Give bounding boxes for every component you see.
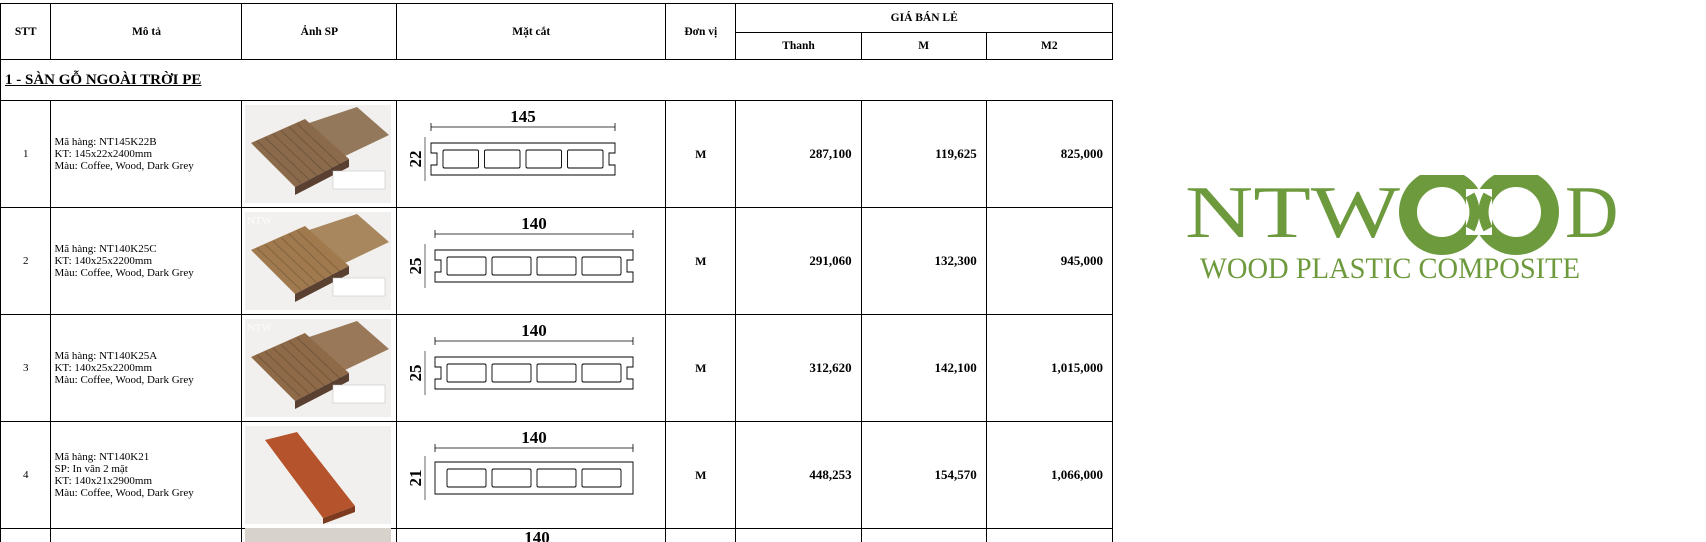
description-line: Mã hàng: NT140K21 — [54, 451, 150, 463]
price-table — [0, 3, 1113, 542]
hollow-chamber — [443, 150, 479, 168]
row-cross-section — [397, 315, 666, 422]
hollow-chamber — [526, 150, 562, 168]
product-photo — [245, 212, 391, 310]
description-line: Mã hàng: NT140K25A — [54, 350, 158, 362]
cross-section-drawing — [397, 101, 642, 207]
description-line: KT: 145x22x2400mm — [54, 148, 153, 160]
photo-watermark: NTW — [247, 322, 273, 334]
width-label: 140 — [521, 321, 547, 340]
product-photo — [245, 319, 391, 417]
row-stt: 1 — [1, 101, 51, 208]
row-photo — [242, 422, 397, 529]
row-cross-section — [397, 208, 666, 315]
row-photo — [242, 101, 397, 208]
row-photo — [242, 315, 397, 422]
hollow-chamber — [537, 469, 576, 487]
hollow-chamber — [537, 257, 576, 275]
price-bar: 291,060 — [736, 208, 861, 315]
description-line: Mã hàng: NT140K25C — [54, 243, 157, 255]
hollow-chamber — [447, 364, 486, 382]
logo-tagline: WOOD PLASTIC COMPOSITE — [1200, 252, 1580, 285]
row-cross-section — [397, 422, 666, 529]
cross-section-drawing — [397, 422, 642, 528]
description-line: KT: 140x25x2200mm — [54, 362, 153, 374]
row-description — [51, 315, 242, 422]
price-sqm: 825,000 — [986, 101, 1112, 208]
price-meter: 119,625 — [861, 101, 986, 208]
hollow-chamber — [485, 150, 521, 168]
table-row — [1, 422, 1113, 529]
row-stt: 2 — [1, 208, 51, 315]
partial-cell — [736, 529, 861, 542]
product-photo — [245, 105, 391, 203]
row-description — [51, 208, 242, 315]
table-row — [1, 315, 1113, 422]
price-bar: 312,620 — [736, 315, 861, 422]
hollow-chamber — [447, 257, 486, 275]
profile-outline — [435, 357, 633, 389]
description-line: Màu: Coffee, Wood, Dark Grey — [54, 487, 194, 499]
hollow-chamber — [582, 257, 621, 275]
price-bar: 287,100 — [736, 101, 861, 208]
height-label: 22 — [406, 150, 426, 168]
header-product-photo: Ảnh SP — [242, 4, 397, 60]
hollow-chamber — [492, 257, 531, 275]
width-label: 145 — [510, 107, 536, 126]
hollow-chamber — [492, 469, 531, 487]
ntwood-logo — [1180, 175, 1700, 325]
header-retail-price: GIÁ BÁN LẺ — [736, 4, 1113, 33]
partial-cell — [861, 529, 986, 542]
header-price-sqm: M2 — [986, 33, 1112, 60]
cross-section-drawing — [397, 529, 642, 542]
row-unit: M — [666, 422, 736, 529]
section-title: 1 - SÀN GỖ NGOÀI TRỜI PE — [1, 60, 1113, 101]
partial-cell — [666, 529, 736, 542]
header-cross-section: Mặt cắt — [397, 4, 666, 60]
header-price-bar: Thanh — [736, 33, 861, 60]
logo-brand-left: NTW — [1185, 175, 1401, 254]
table-row — [1, 101, 1113, 208]
width-label: 140 — [524, 529, 550, 542]
profile-outline — [435, 250, 633, 282]
logo-double-o-icon — [1408, 178, 1550, 246]
price-bar: 448,253 — [736, 422, 861, 529]
product-photo — [245, 426, 391, 524]
hollow-chamber — [582, 469, 621, 487]
row-cross-section — [397, 101, 666, 208]
header-price-meter: M — [861, 33, 986, 60]
photo-watermark: NTW — [247, 215, 273, 227]
row-unit: M — [666, 315, 736, 422]
header-description: Mô tả — [51, 4, 242, 60]
partial-cell — [986, 529, 1112, 542]
hollow-chamber — [537, 364, 576, 382]
logo-brand-right: D — [1565, 175, 1619, 254]
width-label: 140 — [521, 428, 547, 447]
table-row — [1, 208, 1113, 315]
cross-section-drawing — [397, 208, 642, 314]
description-line: Màu: Coffee, Wood, Dark Grey — [54, 374, 194, 386]
description-line: Màu: Coffee, Wood, Dark Grey — [54, 267, 194, 279]
profile-outline — [435, 462, 633, 494]
profile-outline — [431, 143, 615, 175]
partial-cell — [1, 529, 51, 542]
height-label: 21 — [406, 469, 426, 487]
width-label: 140 — [521, 214, 547, 233]
row-unit: M — [666, 208, 736, 315]
row-description — [51, 101, 242, 208]
height-label: 25 — [406, 257, 426, 275]
price-sqm: 945,000 — [986, 208, 1112, 315]
price-meter: 154,570 — [861, 422, 986, 529]
description-line: KT: 140x25x2200mm — [54, 255, 153, 267]
price-sqm: 1,066,000 — [986, 422, 1112, 529]
row-photo — [242, 208, 397, 315]
description-line: Màu: Coffee, Wood, Dark Grey — [54, 160, 194, 172]
price-sqm: 1,015,000 — [986, 315, 1112, 422]
price-meter: 132,300 — [861, 208, 986, 315]
price-meter: 142,100 — [861, 315, 986, 422]
partial-cell — [242, 529, 397, 542]
table-row-partial — [1, 529, 1113, 542]
row-description — [51, 422, 242, 529]
row-stt: 4 — [1, 422, 51, 529]
header-stt: STT — [1, 4, 51, 60]
hollow-chamber — [492, 364, 531, 382]
description-line: Mã hàng: NT145K22B — [54, 136, 157, 148]
product-photo — [245, 528, 391, 542]
hollow-chamber — [447, 469, 486, 487]
description-line: SP: In vân 2 mặt — [54, 463, 128, 475]
row-stt: 3 — [1, 315, 51, 422]
partial-cell — [397, 529, 666, 542]
cross-section-drawing — [397, 315, 642, 421]
hollow-chamber — [582, 364, 621, 382]
row-unit: M — [666, 101, 736, 208]
partial-cell — [51, 529, 242, 542]
description-line: KT: 140x21x2900mm — [54, 475, 153, 487]
height-label: 25 — [406, 364, 426, 382]
header-unit: Đơn vị — [666, 4, 736, 60]
hollow-chamber — [568, 150, 604, 168]
